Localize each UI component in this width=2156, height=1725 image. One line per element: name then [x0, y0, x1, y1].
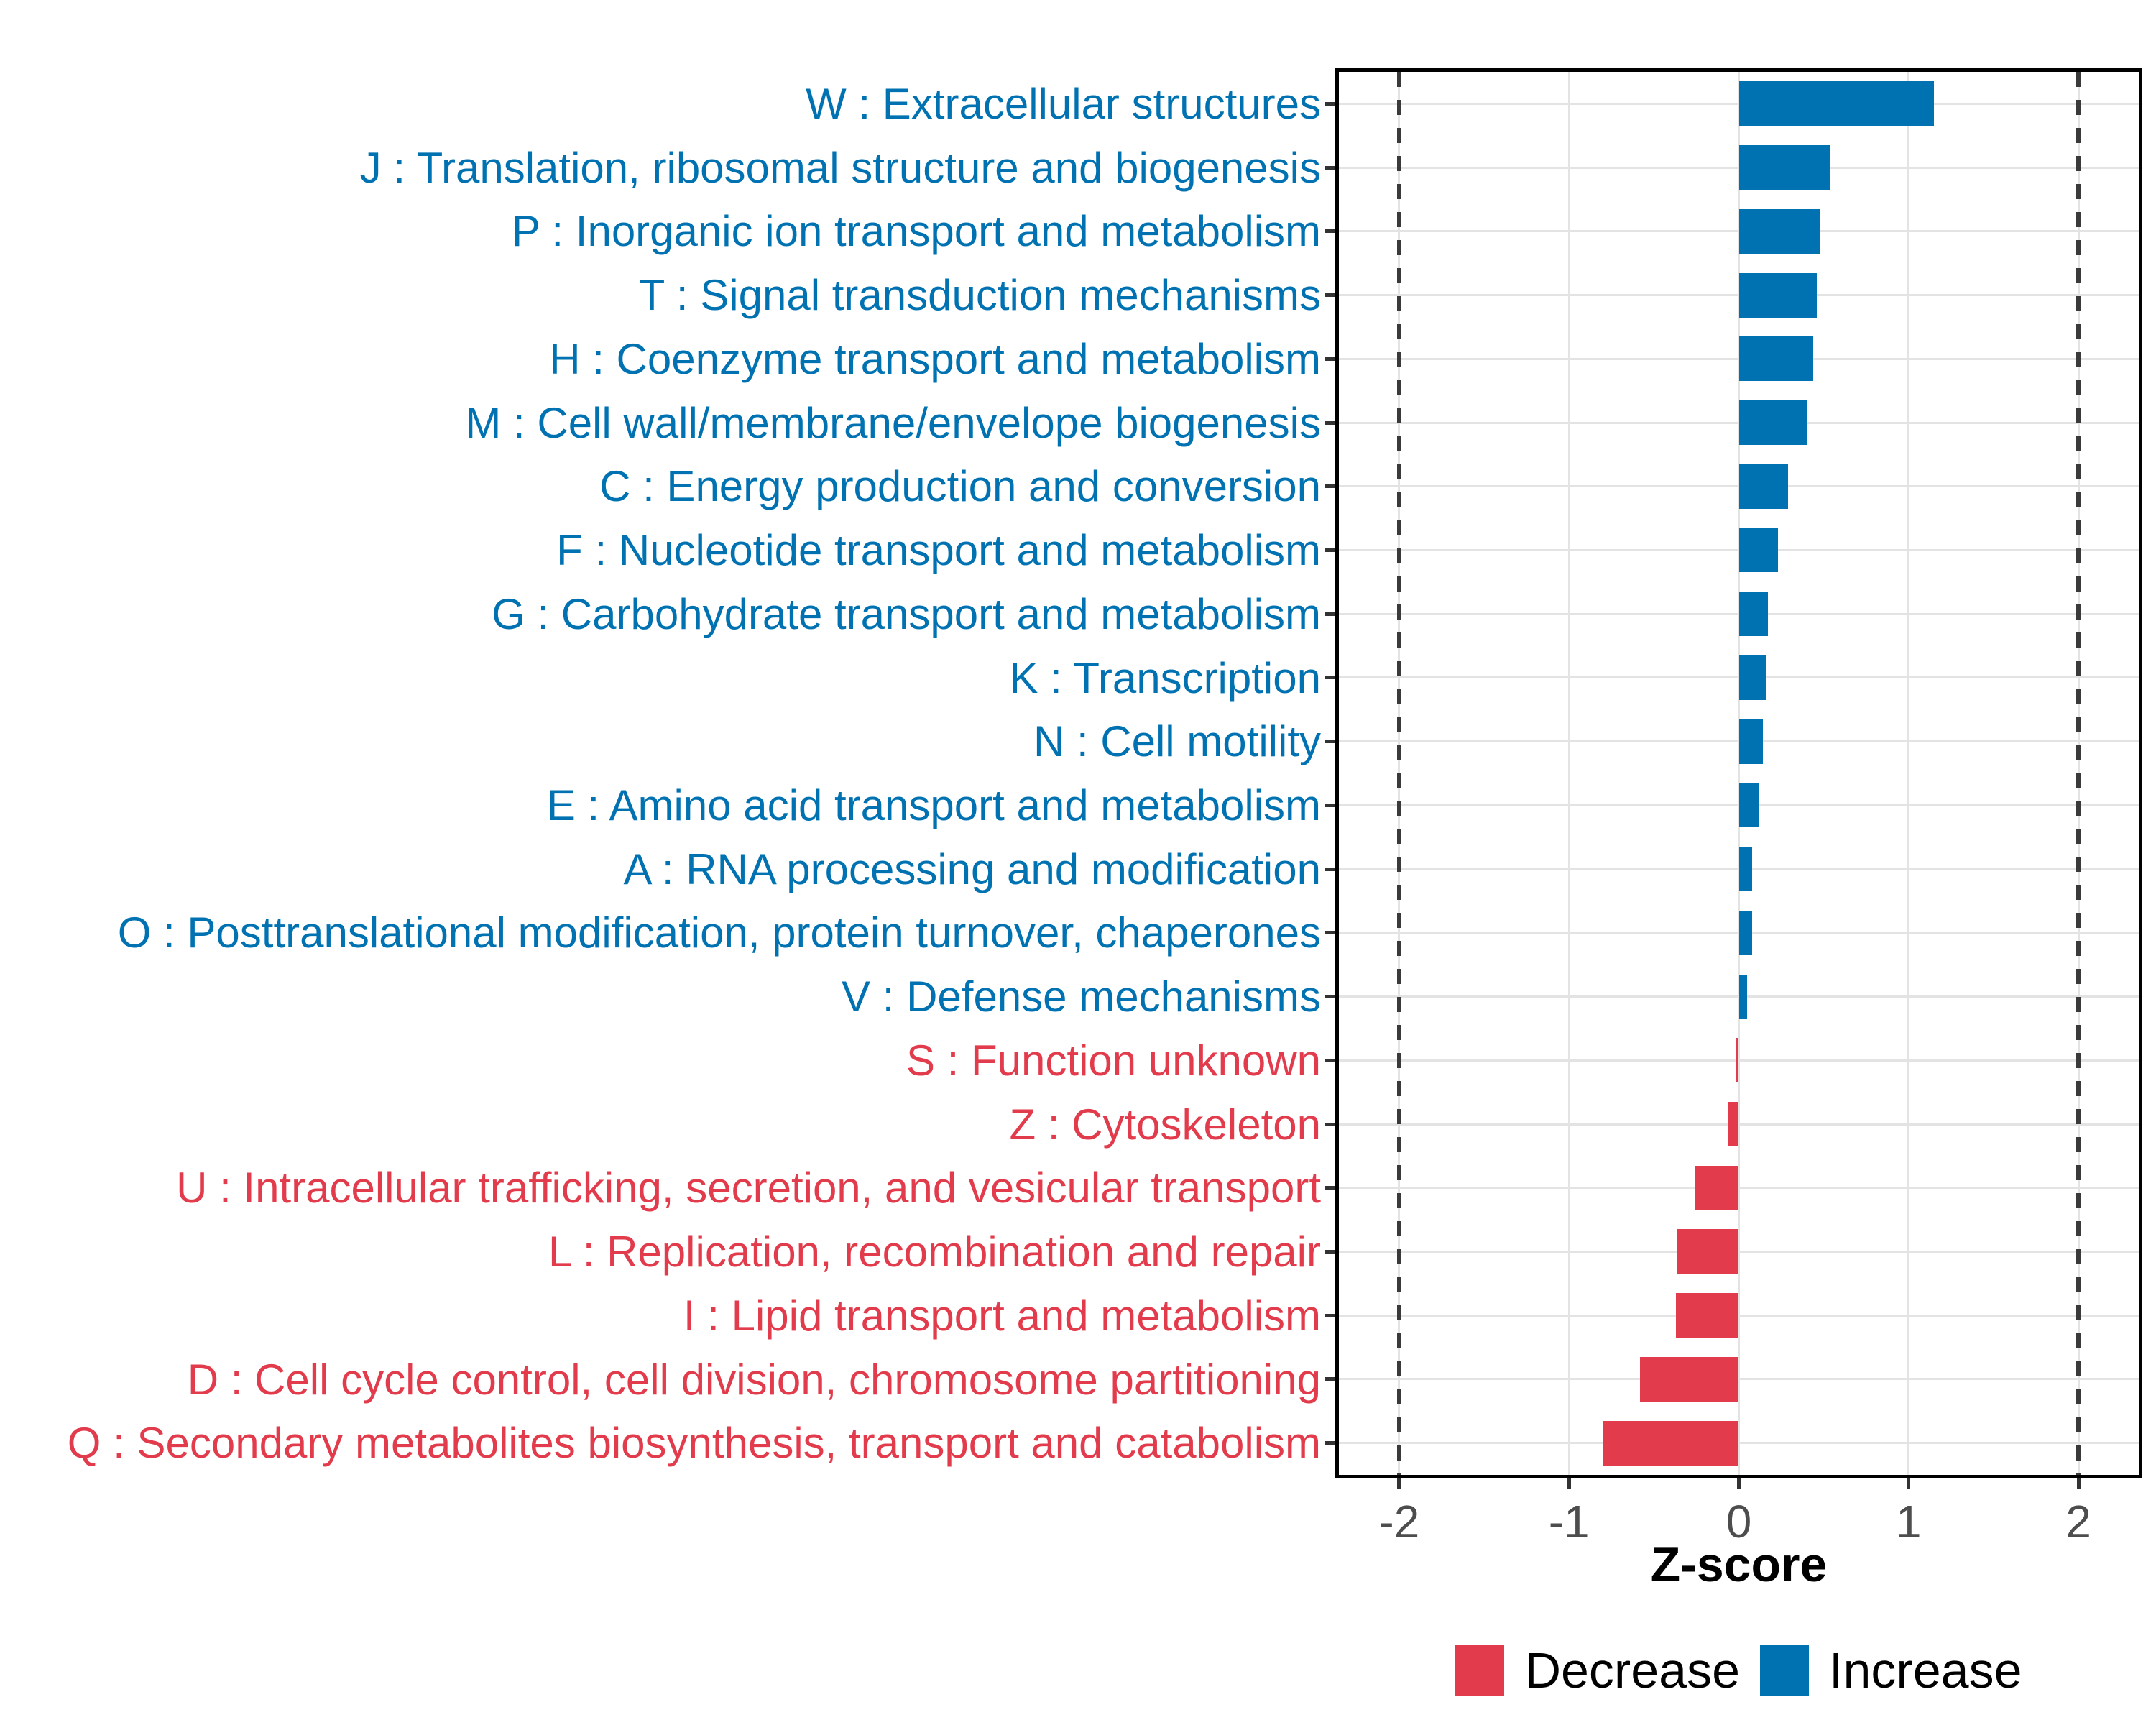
category-label: J : Translation, ribosomal structure and biogenesis [359, 143, 1321, 192]
x-tick [1737, 1478, 1741, 1489]
y-tick [1325, 484, 1335, 488]
category-label: C : Energy production and conversion [599, 462, 1321, 511]
horizontal-gridline [1339, 1251, 2139, 1253]
legend-item-increase [1760, 1642, 2022, 1699]
bar [1676, 1293, 1738, 1338]
x-tick-label: 0 [1726, 1496, 1752, 1547]
category-label: H : Coenzyme transport and metabolism [549, 334, 1321, 383]
category-label: V : Defense mechanisms [842, 972, 1321, 1021]
category-label: L : Replication, recombination and repair [548, 1228, 1321, 1276]
bar [1728, 1102, 1738, 1146]
y-tick [1325, 293, 1335, 297]
legend-item-decrease [1455, 1642, 1740, 1699]
bar [1739, 783, 1759, 827]
bar [1677, 1229, 1738, 1274]
bar [1739, 400, 1807, 445]
bar [1739, 911, 1753, 955]
reference-line [2076, 72, 2081, 1475]
x-tick-label: -2 [1378, 1496, 1420, 1547]
vertical-gridline [1568, 72, 1570, 1475]
y-tick [1325, 102, 1335, 106]
legend-label-decrease: Decrease [1524, 1642, 1741, 1698]
category-label: W : Extracellular structures [806, 80, 1321, 128]
legend-swatch-increase [1760, 1644, 1809, 1696]
vertical-gridline [1907, 72, 1909, 1475]
y-tick [1325, 357, 1335, 361]
y-tick [1325, 1441, 1335, 1445]
y-tick [1325, 931, 1335, 934]
bar [1736, 1038, 1739, 1082]
bar [1695, 1166, 1738, 1210]
y-tick [1325, 1186, 1335, 1190]
category-label: N : Cell motility [1033, 717, 1321, 766]
horizontal-gridline [1339, 1059, 2139, 1062]
y-tick [1325, 1123, 1335, 1126]
x-axis-title: Z-score [1650, 1537, 1828, 1592]
category-label: P : Inorganic ion transport and metabolism [511, 207, 1321, 256]
bar [1640, 1357, 1738, 1402]
reference-line [1397, 72, 1401, 1475]
horizontal-gridline [1339, 1442, 2139, 1444]
bar [1739, 592, 1768, 636]
y-tick [1325, 1059, 1335, 1062]
bar [1603, 1421, 1738, 1466]
legend-swatch-decrease [1455, 1644, 1504, 1696]
bar [1739, 719, 1763, 764]
x-tick-label: -1 [1548, 1496, 1590, 1547]
y-tick [1325, 229, 1335, 233]
y-tick [1325, 804, 1335, 807]
bar [1739, 81, 1935, 126]
y-tick [1325, 1250, 1335, 1254]
category-label: F : Nucleotide transport and metabolism [556, 526, 1321, 575]
category-label: A : RNA processing and modification [623, 845, 1321, 893]
horizontal-gridline [1339, 1187, 2139, 1189]
category-label: U : Intracellular trafficking, secretion, and vesicular transport [176, 1164, 1321, 1213]
x-tick [1397, 1478, 1401, 1489]
y-tick [1325, 676, 1335, 679]
category-label: G : Carbohydrate transport and metabolism [492, 589, 1321, 638]
x-tick-label: 1 [1896, 1496, 1922, 1547]
category-label: S : Function unknown [906, 1036, 1321, 1085]
horizontal-gridline [1339, 1123, 2139, 1126]
x-tick [1567, 1478, 1571, 1489]
category-label: O : Posttranslational modification, protein turnover, chaperones [117, 908, 1321, 957]
bar [1739, 209, 1820, 254]
bar [1739, 336, 1814, 381]
y-tick [1325, 1314, 1335, 1317]
horizontal-gridline [1339, 1315, 2139, 1317]
bar [1739, 273, 1818, 318]
y-tick [1325, 1377, 1335, 1381]
y-tick [1325, 548, 1335, 552]
horizontal-gridline [1339, 1378, 2139, 1380]
category-label: T : Signal transduction mechanisms [638, 271, 1321, 320]
category-label: I : Lipid transport and metabolism [683, 1291, 1321, 1340]
y-tick [1325, 421, 1335, 425]
category-label: M : Cell wall/membrane/envelope biogenesis [465, 398, 1321, 447]
bar [1739, 464, 1789, 509]
bar [1739, 847, 1753, 891]
y-tick [1325, 995, 1335, 998]
x-tick [1907, 1478, 1910, 1489]
bar [1739, 145, 1831, 190]
category-label: Q : Secondary metabolites biosynthesis, transport and catabolism [67, 1419, 1321, 1468]
bar [1739, 528, 1778, 572]
x-tick-label: 2 [2065, 1496, 2091, 1547]
category-label: D : Cell cycle control, cell division, chromosome partitioning [187, 1355, 1321, 1404]
legend-label-increase: Increase [1829, 1642, 2022, 1698]
bar [1739, 975, 1748, 1019]
y-tick [1325, 868, 1335, 871]
category-label: K : Transcription [1009, 653, 1321, 702]
category-label: E : Amino acid transport and metabolism [546, 781, 1321, 829]
legend [1339, 1642, 2139, 1699]
bar [1739, 656, 1766, 700]
y-tick [1325, 612, 1335, 616]
plot-panel [1339, 72, 2139, 1475]
x-tick [2077, 1478, 2081, 1489]
category-label: Z : Cytoskeleton [1009, 1100, 1321, 1149]
y-tick [1325, 166, 1335, 170]
y-tick [1325, 740, 1335, 743]
